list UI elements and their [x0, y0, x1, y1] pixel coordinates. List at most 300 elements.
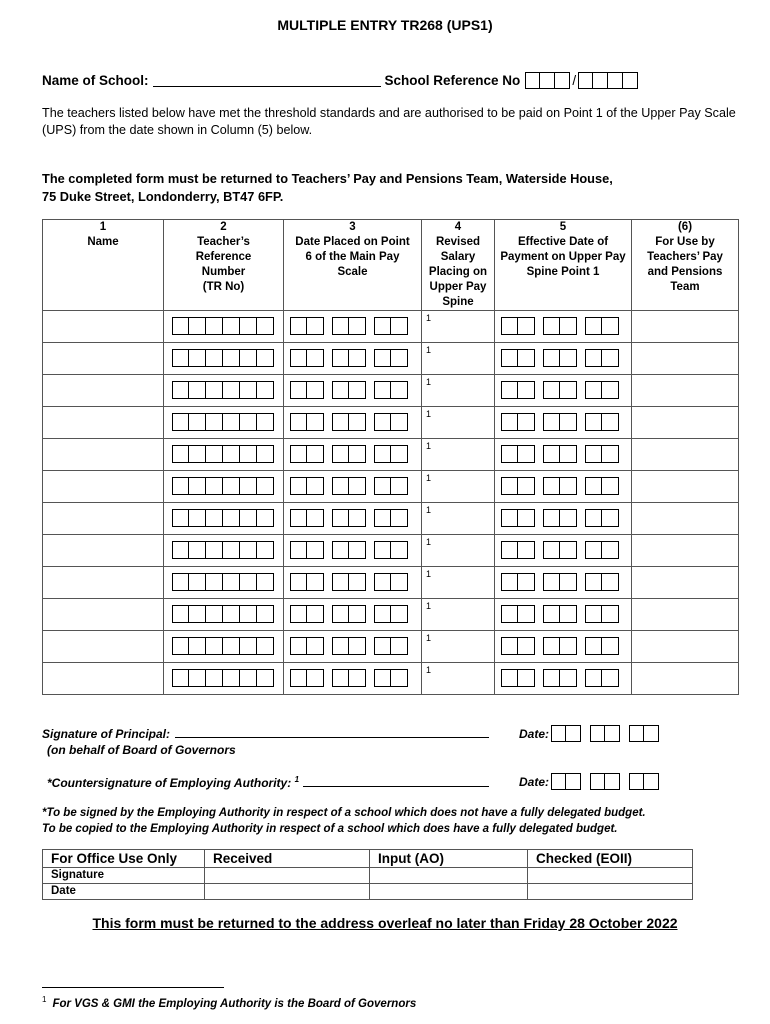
entry-box[interactable] [518, 349, 535, 367]
entry-box[interactable] [240, 317, 257, 335]
entry-box[interactable] [172, 509, 189, 527]
entry-box[interactable] [290, 573, 307, 591]
entry-box[interactable] [223, 445, 240, 463]
entry-box[interactable] [257, 413, 274, 431]
entry-box[interactable] [172, 605, 189, 623]
school-ref-box[interactable] [623, 72, 638, 89]
entry-box[interactable] [374, 317, 391, 335]
entry-box[interactable] [560, 541, 577, 559]
table-row [43, 535, 739, 567]
entry-box[interactable] [349, 381, 366, 399]
school-name-field[interactable] [153, 74, 381, 87]
school-ref-box[interactable] [593, 72, 608, 89]
entry-box[interactable] [240, 349, 257, 367]
entry-box[interactable] [240, 381, 257, 399]
office-use-cell[interactable] [632, 343, 739, 375]
entry-box[interactable] [257, 637, 274, 655]
school-ref-box[interactable] [525, 72, 540, 89]
office-use-cell[interactable] [632, 599, 739, 631]
date-box[interactable] [644, 773, 659, 790]
entry-box[interactable] [223, 413, 240, 431]
entry-box[interactable] [560, 349, 577, 367]
col-effective-date-header: 5 Effective Date of Payment on Upper Pay Spine Point 1 [495, 220, 632, 311]
name-cell[interactable] [43, 663, 164, 695]
name-cell[interactable] [43, 599, 164, 631]
entry-box[interactable] [290, 317, 307, 335]
entry-box[interactable] [602, 317, 619, 335]
entry-box[interactable] [585, 413, 602, 431]
name-cell[interactable] [43, 631, 164, 663]
entry-box[interactable] [391, 669, 408, 687]
countersignature-field[interactable] [303, 777, 489, 787]
entry-box[interactable] [223, 349, 240, 367]
entry-box[interactable] [501, 637, 518, 655]
entry-box[interactable] [290, 381, 307, 399]
entry-box[interactable] [206, 605, 223, 623]
entry-box[interactable] [543, 573, 560, 591]
entry-box[interactable] [189, 317, 206, 335]
entry-box[interactable] [257, 477, 274, 495]
entry-box[interactable] [189, 349, 206, 367]
entry-box[interactable] [349, 477, 366, 495]
entry-box[interactable] [189, 573, 206, 591]
entry-box[interactable] [374, 541, 391, 559]
date-box[interactable] [551, 773, 566, 790]
entry-box[interactable] [223, 573, 240, 591]
entry-box[interactable] [374, 637, 391, 655]
entry-box[interactable] [206, 413, 223, 431]
tr-number-cell [164, 439, 284, 471]
office-header-row [43, 850, 693, 868]
entry-box[interactable] [374, 573, 391, 591]
entry-box[interactable] [257, 445, 274, 463]
entry-box[interactable] [223, 381, 240, 399]
name-cell[interactable] [43, 375, 164, 407]
entry-box[interactable] [172, 541, 189, 559]
office-header: Checked (EOII) [528, 850, 693, 868]
entry-box[interactable] [349, 317, 366, 335]
entry-box[interactable] [189, 541, 206, 559]
entry-box[interactable] [223, 605, 240, 623]
entry-box[interactable] [240, 477, 257, 495]
entry-box[interactable] [560, 413, 577, 431]
entry-box[interactable] [349, 573, 366, 591]
entry-box[interactable] [602, 669, 619, 687]
office-use-cell[interactable] [632, 407, 739, 439]
entry-box[interactable] [307, 445, 324, 463]
entry-box[interactable] [391, 317, 408, 335]
entry-box[interactable] [585, 445, 602, 463]
entry-box[interactable] [290, 541, 307, 559]
entry-box[interactable] [332, 605, 349, 623]
entry-box[interactable] [332, 413, 349, 431]
entry-box[interactable] [543, 381, 560, 399]
table-row [43, 439, 739, 471]
entry-box[interactable] [332, 477, 349, 495]
entry-box[interactable] [543, 413, 560, 431]
entry-box[interactable] [602, 477, 619, 495]
entry-box[interactable] [172, 413, 189, 431]
name-cell[interactable] [43, 535, 164, 567]
effective-date-cell [495, 311, 632, 343]
entry-box[interactable] [189, 413, 206, 431]
entry-box[interactable] [307, 573, 324, 591]
entry-box[interactable] [543, 445, 560, 463]
entry-box[interactable] [189, 445, 206, 463]
entry-box[interactable] [257, 541, 274, 559]
entry-box[interactable] [518, 605, 535, 623]
entry-box[interactable] [223, 509, 240, 527]
entry-box[interactable] [332, 381, 349, 399]
entry-box[interactable] [585, 509, 602, 527]
spine-point-value: 1 [426, 537, 432, 547]
effective-date-cell [495, 599, 632, 631]
entry-box[interactable] [307, 669, 324, 687]
office-use-cell[interactable] [632, 567, 739, 599]
entry-box[interactable] [602, 605, 619, 623]
entry-box[interactable] [172, 573, 189, 591]
office-use-cell[interactable] [632, 631, 739, 663]
entry-box[interactable] [307, 637, 324, 655]
entry-box[interactable] [391, 637, 408, 655]
entry-box[interactable] [518, 669, 535, 687]
entry-box[interactable] [501, 317, 518, 335]
entry-box[interactable] [518, 413, 535, 431]
entry-box[interactable] [391, 541, 408, 559]
entry-box[interactable] [290, 477, 307, 495]
entry-box[interactable] [518, 541, 535, 559]
entry-box[interactable] [307, 317, 324, 335]
entry-box[interactable] [257, 349, 274, 367]
entry-box[interactable] [349, 669, 366, 687]
entry-box[interactable] [257, 605, 274, 623]
entry-box[interactable] [501, 477, 518, 495]
salary-placing-cell [422, 535, 495, 567]
entry-box[interactable] [189, 637, 206, 655]
entry-box[interactable] [240, 509, 257, 527]
entry-box[interactable] [518, 477, 535, 495]
entry-box[interactable] [585, 669, 602, 687]
entry-box[interactable] [257, 669, 274, 687]
entry-box[interactable] [391, 573, 408, 591]
principal-subtext: (on behalf of Board of Governors [47, 743, 236, 757]
spine-point-value: 1 [426, 569, 432, 579]
entry-box[interactable] [307, 381, 324, 399]
entry-box[interactable] [332, 669, 349, 687]
entry-box[interactable] [501, 445, 518, 463]
entry-box[interactable] [374, 477, 391, 495]
entry-box[interactable] [543, 669, 560, 687]
entry-box[interactable] [349, 349, 366, 367]
entry-box[interactable] [290, 637, 307, 655]
entry-box[interactable] [602, 381, 619, 399]
entry-box[interactable] [391, 509, 408, 527]
school-ref-box[interactable] [555, 72, 570, 89]
entry-box[interactable] [349, 637, 366, 655]
entry-box[interactable] [374, 445, 391, 463]
entry-box[interactable] [290, 509, 307, 527]
entry-box[interactable] [501, 413, 518, 431]
entry-box[interactable] [172, 637, 189, 655]
entry-box[interactable] [257, 381, 274, 399]
entry-box[interactable] [223, 637, 240, 655]
entry-box[interactable] [543, 605, 560, 623]
entry-box[interactable] [602, 541, 619, 559]
entry-box[interactable] [223, 541, 240, 559]
entry-box[interactable] [391, 413, 408, 431]
entry-box[interactable] [518, 317, 535, 335]
date-box[interactable] [551, 725, 566, 742]
entry-box[interactable] [374, 669, 391, 687]
school-ref-box[interactable] [608, 72, 623, 89]
entry-box[interactable] [391, 381, 408, 399]
entry-box[interactable] [290, 669, 307, 687]
tr-number-cell [164, 375, 284, 407]
entry-box[interactable] [543, 477, 560, 495]
table-row [43, 599, 739, 631]
entry-box[interactable] [543, 349, 560, 367]
entry-box[interactable] [518, 381, 535, 399]
office-use-cell[interactable] [632, 503, 739, 535]
entry-box[interactable] [172, 669, 189, 687]
entry-box[interactable] [560, 573, 577, 591]
entry-box[interactable] [307, 541, 324, 559]
tr-number-cell [164, 343, 284, 375]
entry-box[interactable] [543, 541, 560, 559]
entry-box[interactable] [172, 381, 189, 399]
entry-box[interactable] [349, 413, 366, 431]
entry-box[interactable] [257, 573, 274, 591]
entry-box[interactable] [501, 349, 518, 367]
entry-box[interactable] [602, 573, 619, 591]
date-box[interactable] [566, 773, 581, 790]
entry-box[interactable] [307, 509, 324, 527]
name-cell[interactable] [43, 439, 164, 471]
entry-box[interactable] [501, 605, 518, 623]
entry-box[interactable] [307, 349, 324, 367]
entry-box[interactable] [332, 573, 349, 591]
entry-box[interactable] [189, 605, 206, 623]
entry-box[interactable] [189, 477, 206, 495]
entry-box[interactable] [307, 605, 324, 623]
entry-box[interactable] [172, 317, 189, 335]
entry-box[interactable] [374, 381, 391, 399]
entry-box[interactable] [543, 317, 560, 335]
entry-box[interactable] [332, 509, 349, 527]
effective-date-cell [495, 343, 632, 375]
entry-box[interactable] [172, 349, 189, 367]
entry-box[interactable] [240, 413, 257, 431]
tr-number-cell [164, 663, 284, 695]
footnote-mark: 1 [42, 995, 47, 1004]
entry-box[interactable] [349, 445, 366, 463]
entry-box[interactable] [585, 381, 602, 399]
entry-box[interactable] [349, 509, 366, 527]
name-cell[interactable] [43, 407, 164, 439]
entry-box[interactable] [602, 637, 619, 655]
entry-box[interactable] [585, 477, 602, 495]
entry-box[interactable] [518, 509, 535, 527]
entry-box[interactable] [240, 445, 257, 463]
entry-box[interactable] [206, 349, 223, 367]
entry-box[interactable] [307, 413, 324, 431]
entry-box[interactable] [501, 541, 518, 559]
entry-box[interactable] [585, 541, 602, 559]
name-cell[interactable] [43, 503, 164, 535]
entry-box[interactable] [501, 669, 518, 687]
entry-box[interactable] [560, 637, 577, 655]
office-header: Input (AO) [370, 850, 528, 868]
spine-point-value: 1 [426, 633, 432, 643]
entry-box[interactable] [349, 605, 366, 623]
entry-box[interactable] [585, 605, 602, 623]
entry-box[interactable] [585, 637, 602, 655]
entry-box[interactable] [543, 637, 560, 655]
entry-box[interactable] [560, 605, 577, 623]
entry-box[interactable] [290, 413, 307, 431]
date-box[interactable] [605, 773, 620, 790]
school-ref-box[interactable] [540, 72, 555, 89]
office-cell[interactable] [528, 884, 693, 900]
date-box[interactable] [629, 725, 644, 742]
entry-box[interactable] [290, 445, 307, 463]
entry-box[interactable] [602, 509, 619, 527]
entry-box[interactable] [585, 349, 602, 367]
name-cell[interactable] [43, 471, 164, 503]
entry-box[interactable] [374, 509, 391, 527]
col-salary-placing-header: 4 Revised Salary Placing on Upper Pay Spine [422, 220, 495, 311]
entry-box[interactable] [560, 477, 577, 495]
entry-box[interactable] [518, 445, 535, 463]
tr-number-cell [164, 567, 284, 599]
tr-number-cell [164, 631, 284, 663]
entry-box[interactable] [307, 477, 324, 495]
entry-box[interactable] [560, 509, 577, 527]
entry-box[interactable] [391, 445, 408, 463]
date-box[interactable] [605, 725, 620, 742]
entry-box[interactable] [189, 669, 206, 687]
office-use-cell[interactable] [632, 439, 739, 471]
entry-box[interactable] [206, 317, 223, 335]
entry-box[interactable] [206, 573, 223, 591]
name-cell[interactable] [43, 311, 164, 343]
entry-box[interactable] [240, 541, 257, 559]
school-ref-box[interactable] [578, 72, 593, 89]
entry-box[interactable] [223, 317, 240, 335]
office-cell[interactable] [370, 868, 528, 884]
principal-signature-field[interactable] [175, 728, 489, 738]
date-box[interactable] [629, 773, 644, 790]
entry-box[interactable] [240, 573, 257, 591]
entry-box[interactable] [560, 381, 577, 399]
date-placed-cell [284, 311, 422, 343]
office-cell[interactable] [205, 884, 370, 900]
entry-box[interactable] [374, 605, 391, 623]
entry-box[interactable] [391, 605, 408, 623]
entry-box[interactable] [560, 669, 577, 687]
office-use-cell[interactable] [632, 311, 739, 343]
entry-box[interactable] [501, 573, 518, 591]
entry-box[interactable] [206, 541, 223, 559]
entry-box[interactable] [501, 509, 518, 527]
entry-box[interactable] [223, 477, 240, 495]
entry-box[interactable] [257, 509, 274, 527]
table-header-row [43, 220, 739, 311]
entry-box[interactable] [332, 445, 349, 463]
entry-box[interactable] [391, 349, 408, 367]
entry-box[interactable] [240, 605, 257, 623]
entry-box[interactable] [585, 317, 602, 335]
name-cell[interactable] [43, 343, 164, 375]
office-use-cell[interactable] [632, 535, 739, 567]
entry-box[interactable] [332, 637, 349, 655]
name-cell[interactable] [43, 567, 164, 599]
entry-box[interactable] [332, 541, 349, 559]
entry-box[interactable] [602, 445, 619, 463]
entry-box[interactable] [543, 509, 560, 527]
entry-box[interactable] [585, 573, 602, 591]
entry-box[interactable] [206, 381, 223, 399]
office-use-cell[interactable] [632, 471, 739, 503]
entry-box[interactable] [374, 413, 391, 431]
office-cell[interactable] [370, 884, 528, 900]
entry-box[interactable] [223, 669, 240, 687]
office-use-cell[interactable] [632, 375, 739, 407]
entry-box[interactable] [374, 349, 391, 367]
entry-box[interactable] [206, 445, 223, 463]
entry-box[interactable] [240, 637, 257, 655]
entry-box[interactable] [240, 669, 257, 687]
entry-box[interactable] [189, 381, 206, 399]
entry-box[interactable] [172, 477, 189, 495]
office-cell[interactable] [528, 868, 693, 884]
entry-box[interactable] [602, 413, 619, 431]
date-box[interactable] [590, 725, 605, 742]
entry-box[interactable] [332, 349, 349, 367]
date-placed-cell [284, 375, 422, 407]
entry-box[interactable] [206, 477, 223, 495]
office-cell[interactable] [205, 868, 370, 884]
entry-box[interactable] [189, 509, 206, 527]
date-box[interactable] [566, 725, 581, 742]
date-box[interactable] [590, 773, 605, 790]
entry-box[interactable] [206, 669, 223, 687]
effective-date-cell [495, 567, 632, 599]
entry-box[interactable] [290, 605, 307, 623]
entry-box[interactable] [602, 349, 619, 367]
entry-box[interactable] [391, 477, 408, 495]
entry-box[interactable] [332, 317, 349, 335]
entry-box[interactable] [290, 349, 307, 367]
spine-point-value: 1 [426, 345, 432, 355]
entry-box[interactable] [206, 637, 223, 655]
entry-box[interactable] [206, 509, 223, 527]
entry-box[interactable] [560, 445, 577, 463]
date-placed-cell [284, 439, 422, 471]
entry-box[interactable] [518, 573, 535, 591]
entry-box[interactable] [172, 445, 189, 463]
office-use-cell[interactable] [632, 663, 739, 695]
entry-box[interactable] [501, 381, 518, 399]
entry-box[interactable] [560, 317, 577, 335]
entry-box[interactable] [518, 637, 535, 655]
entry-box[interactable] [349, 541, 366, 559]
salary-placing-cell [422, 663, 495, 695]
principal-signature-line [42, 727, 491, 741]
col-name-header: 1 Name [43, 220, 164, 311]
entry-box[interactable] [257, 317, 274, 335]
date-box[interactable] [644, 725, 659, 742]
